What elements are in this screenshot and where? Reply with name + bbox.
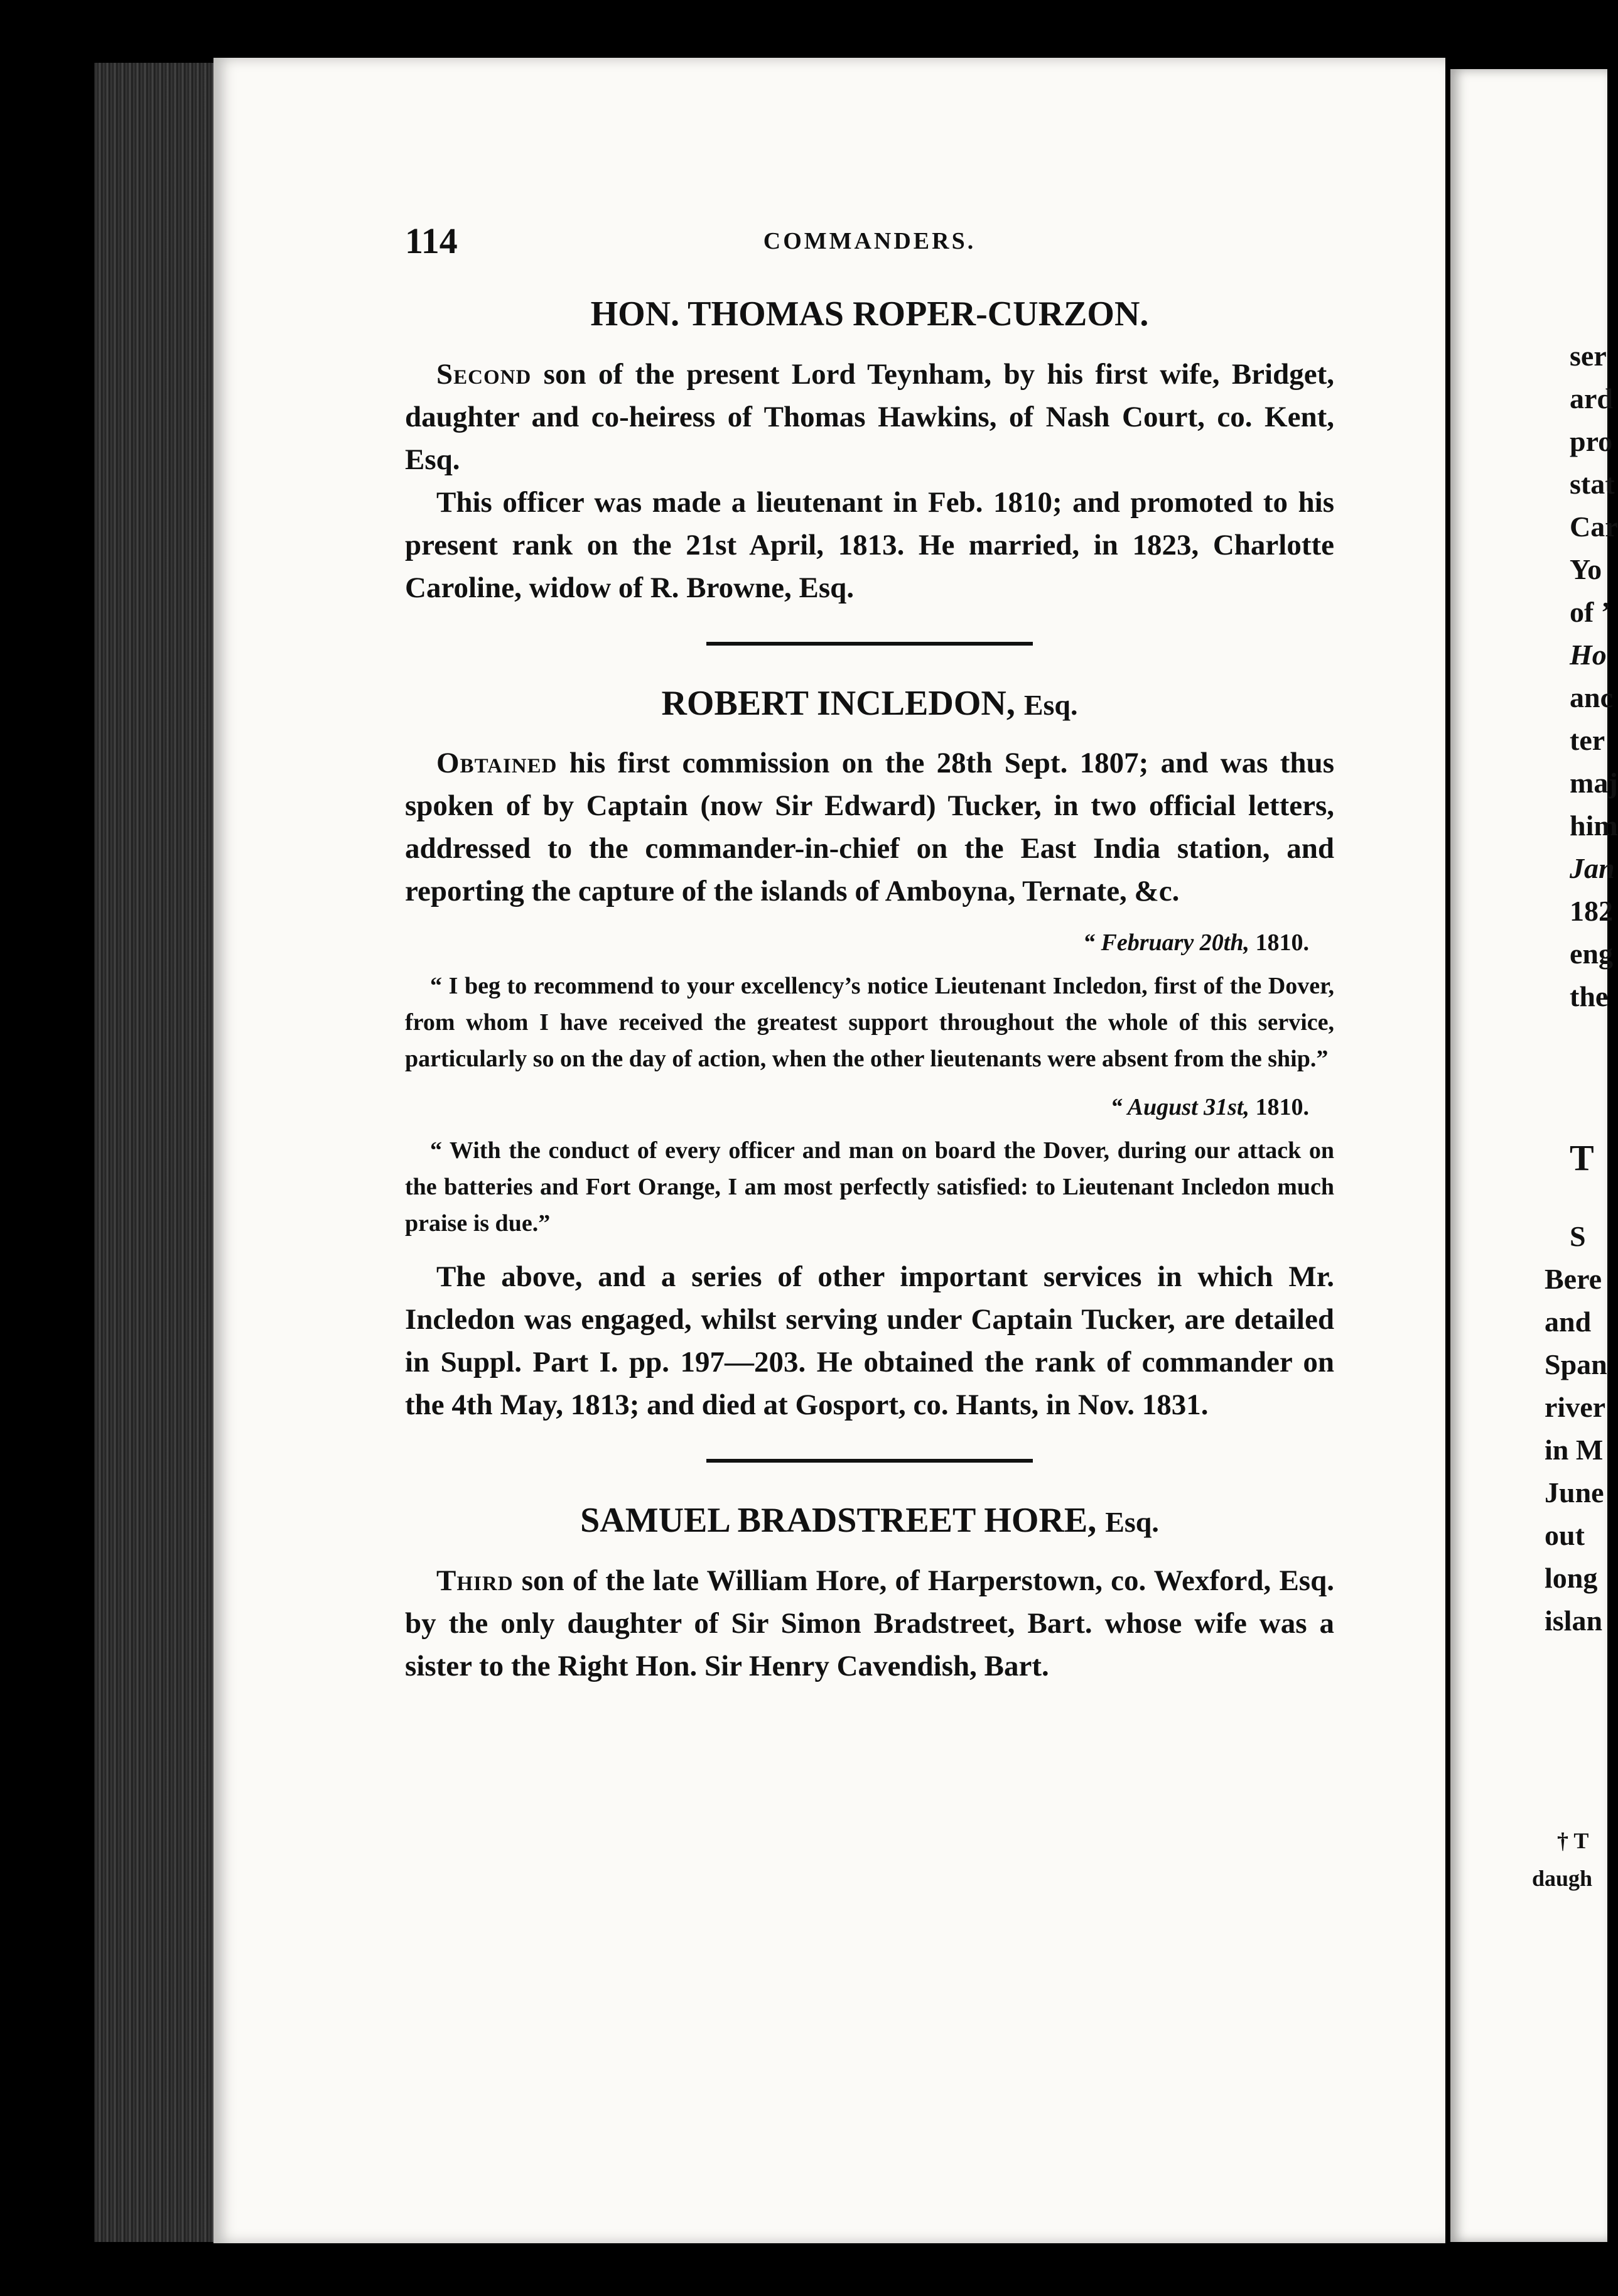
running-head <box>405 220 1334 264</box>
entry-title: HON. THOMAS ROPER-CURZON. <box>590 295 1149 333</box>
right-page-fragment: long <box>1545 1562 1598 1594</box>
right-page-fragment: him <box>1570 810 1618 842</box>
entry-hore <box>405 1502 1334 1687</box>
paragraph-lead: Obtained <box>436 747 558 780</box>
right-page-fragment: 182 <box>1570 895 1613 927</box>
right-page-fragment: Jan <box>1570 852 1615 884</box>
right-page-fragment: pro <box>1570 425 1613 457</box>
paragraph: Second son of the present Lord Teynham, by his first wife, Bridget, daughter and co-heiress of Thomas Hawkins, of Nash Court, co. Kent, Esq. <box>405 357 1334 476</box>
paragraph-lead: Third <box>436 1564 514 1597</box>
right-page-footnote: † T <box>1557 1828 1589 1853</box>
page-number: 114 <box>405 220 458 261</box>
right-page-fragment: the <box>1570 980 1609 1012</box>
entry-roper-curzon <box>405 295 1334 646</box>
right-page-fragment: ser <box>1570 340 1607 372</box>
right-page-fragment: and <box>1545 1306 1592 1338</box>
section-divider <box>706 1459 1033 1463</box>
paragraph: The above, and a series of other important services in which Mr. Incledon was engaged, whilst serving under Captain Tucker, are detailed in Suppl. Part I. pp. 197—203. He obtained the rank of commander on the 4th May, 1813; and died at Gosport, co. Hants, in Nov. 1831. <box>405 1260 1334 1422</box>
section-divider <box>706 642 1033 646</box>
entry-incledon <box>405 685 1334 1463</box>
right-page-fragment: ter <box>1570 724 1605 756</box>
right-page-fragment: Bere <box>1545 1263 1602 1295</box>
letter-quote: “ I beg to recommend to your excellency’s notice Lieutenant Incledon, first of the Dover, from whom I have received the greatest support throughout the whole of this service, particularly so on the day of action, when the other lieutenants were absent from the ship.” <box>405 973 1334 1073</box>
paragraph: This officer was made a lieutenant in Feb. 1810; and promoted to his present rank on the 21st April, 1813. He married, in 1823, Charlotte Caroline, widow of R. Browne, Esq. <box>405 485 1334 604</box>
right-page-fragment: in M <box>1545 1434 1604 1466</box>
right-page-fragment: ard <box>1570 382 1613 414</box>
right-page-fragment: June <box>1545 1476 1604 1508</box>
right-page-footnote: daugh <box>1532 1866 1593 1891</box>
right-page-fragment: islan <box>1545 1605 1603 1637</box>
right-page-fragment: S <box>1570 1220 1586 1252</box>
right-page-fragment: Yo <box>1570 553 1602 585</box>
right-page-edge <box>1450 69 1618 2242</box>
right-page-fragment: eng <box>1570 938 1613 970</box>
right-page-fragment: maj <box>1570 767 1618 799</box>
right-page-fragment: Span <box>1545 1348 1607 1380</box>
right-page-fragment: out <box>1545 1519 1585 1551</box>
right-page-fragment: Ho <box>1570 639 1607 671</box>
right-page-fragment: anc <box>1570 681 1613 713</box>
letter-quote: “ With the conduct of every officer and man on board the Dover, during our attack on the batteries and Fort Orange, I am most perfectly satisfied: to Lieutenant Incledon much praise is due.” <box>405 1137 1334 1237</box>
right-page-fragment: Car <box>1570 511 1618 543</box>
right-page-fragment: T <box>1570 1137 1594 1178</box>
letter-date: “ August 31st, 1810. <box>1110 1094 1309 1121</box>
paragraph-lead: Second <box>436 357 532 391</box>
running-title: COMMANDERS. <box>763 228 976 254</box>
right-page-fragment: of ’ <box>1570 596 1611 628</box>
right-page-fragment: river <box>1545 1391 1606 1423</box>
right-page-fragment: stat <box>1570 468 1615 500</box>
entry-title: SAMUEL BRADSTREET HORE, Esq. <box>580 1501 1159 1541</box>
book-binding-edge <box>94 63 220 2242</box>
letter-date: “ February 20th, 1810. <box>1083 929 1309 956</box>
page-content <box>405 220 1334 1687</box>
paragraph: Third son of the late William Hore, of Harperstown, co. Wexford, Esq. by the only daughter of Sir Simon Bradstreet, Bart. whose wife was a sister to the Right Hon. Sir Henry Cavendish, Bart. <box>405 1564 1334 1682</box>
paragraph: Obtained his first commission on the 28th Sept. 1807; and was thus spoken of by Captain (now Sir Edward) Tucker, in two official letters, addressed to the commander-in-chief on the East India station, and reporting the capture of the islands of Amboyna, Ternate, &c. <box>405 747 1334 908</box>
entry-title: ROBERT INCLEDON, Esq. <box>661 683 1078 723</box>
